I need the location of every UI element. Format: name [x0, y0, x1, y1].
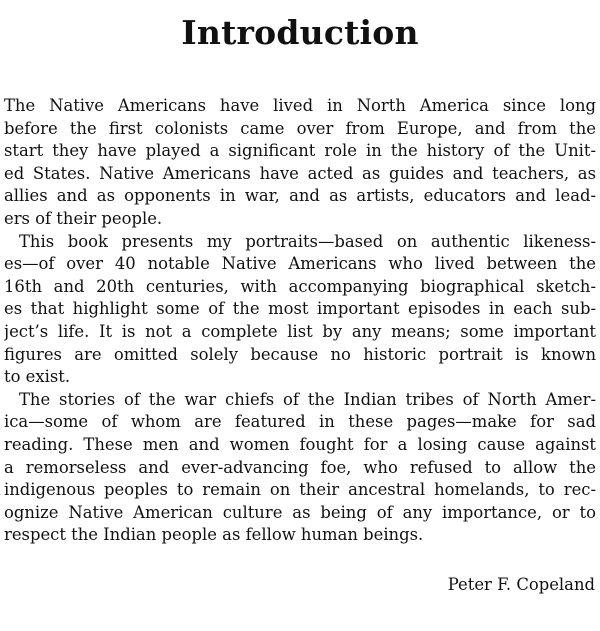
text-line: es that highlight some of the most important episodes in each sub- [4, 299, 596, 319]
text-line: ognize Native American culture as being of any importance, or to [4, 502, 596, 522]
text-line: a remorseless and ever-advancing foe, who refused to allow the [4, 457, 596, 477]
body-text [4, 95, 596, 547]
text-line: This book presents my portraits—based on authentic likeness- [19, 231, 596, 251]
author-signature: Peter F. Copeland [447, 575, 595, 594]
text-line: start they have played a significant role in the history of the Unit- [4, 141, 596, 161]
text-line: indigenous peoples to remain on their ancestral homelands, to rec- [4, 480, 596, 500]
text-line: es—of over 40 notable Native Americans who lived between the [4, 254, 596, 274]
text-line: ject’s life. It is not a complete list by any means; some important [4, 321, 596, 341]
text-line: 16th and 20th centuries, with accompanying biographical sketch- [4, 276, 596, 296]
text-line: ers of their people. [4, 208, 163, 228]
text-line: allies and as opponents in war, and as artists, educators and lead- [4, 186, 596, 206]
text-line: before the first colonists came over from Europe, and from the [4, 118, 596, 138]
text-line: ica—some of whom are featured in these pages—make for sad [4, 412, 596, 432]
text-line: ed States. Native Americans have acted as guides and teachers, as [4, 163, 596, 183]
paragraph-3 [4, 389, 596, 547]
text-line: The stories of the war chiefs of the Indian tribes of North Amer- [19, 389, 596, 409]
text-line: reading. These men and women fought for a losing cause against [4, 434, 596, 454]
text-line: The Native Americans have lived in North America since long [4, 96, 596, 115]
page-title: Introduction [181, 13, 419, 52]
text-line: to exist. [4, 367, 71, 387]
paragraph-1 [4, 95, 596, 231]
text-line: figures are omitted solely because no historic portrait is known [4, 344, 596, 364]
paragraph-2 [4, 231, 596, 389]
text-line: respect the Indian people as fellow human beings. [4, 525, 424, 545]
